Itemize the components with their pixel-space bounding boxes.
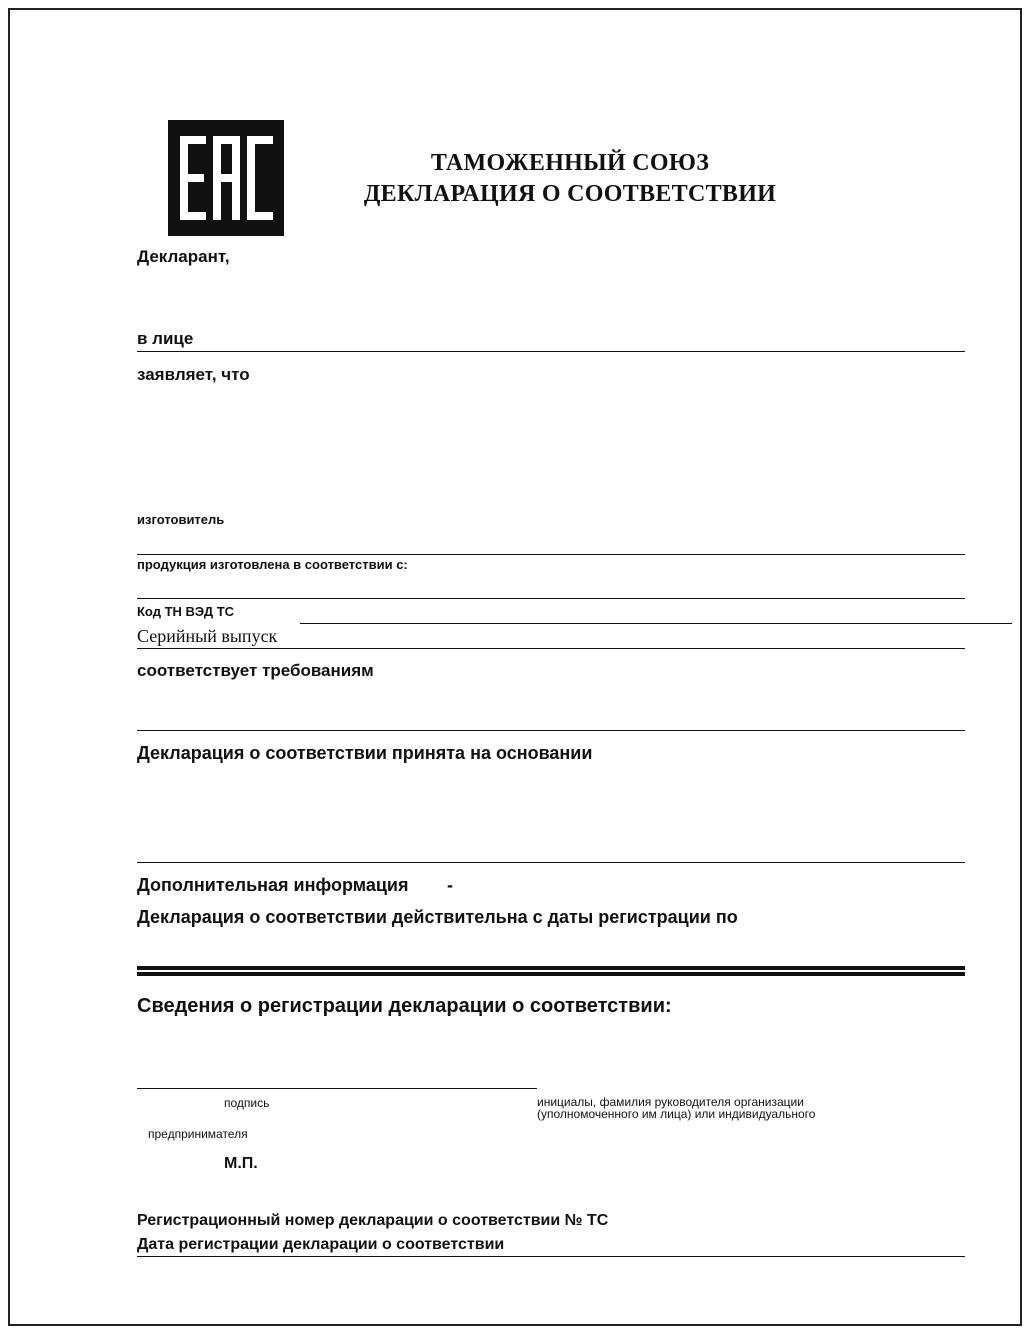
serial-line	[137, 648, 965, 649]
title-union: ТАМОЖЕННЫЙ СОЮЗ	[430, 150, 710, 176]
signature-label: подпись	[224, 1096, 270, 1110]
entrepreneur-label: предпринимателя	[148, 1127, 248, 1141]
reg-date-line	[137, 1256, 965, 1257]
requirements-line	[137, 730, 965, 731]
stamp-label: М.П.	[224, 1155, 258, 1172]
valid-until-label: Декларация о соответствии действительна с даты регистрации по	[137, 907, 738, 927]
declares-label: заявляет, что	[137, 365, 250, 384]
produced-per-label: продукция изготовлена в соответствии с:	[137, 557, 408, 572]
eac-mark-icon	[168, 120, 284, 236]
reg-number-label: Регистрационный номер декларации о соответствии № ТС	[137, 1212, 609, 1229]
eac-logo	[168, 120, 284, 236]
initials-caption-line1: инициалы, фамилия руководителя организации	[537, 1095, 804, 1109]
separator-thick-2	[137, 972, 965, 976]
additional-info-value: -	[447, 875, 453, 895]
basis-line	[137, 862, 965, 863]
separator-thick-1	[137, 966, 965, 970]
produced-per-line	[137, 598, 965, 599]
manufacturer-label: изготовитель	[137, 512, 225, 527]
registration-heading: Сведения о регистрации декларации о соответствии:	[137, 995, 672, 1017]
declarant-label: Декларант,	[137, 247, 230, 266]
signature-line	[137, 1088, 537, 1089]
manufacturer-line	[137, 554, 965, 555]
title-declaration: ДЕКЛАРАЦИЯ О СООТВЕТСТВИИ	[363, 181, 777, 207]
tn-ved-line	[300, 623, 1012, 624]
reg-date-label: Дата регистрации декларации о соответствии	[137, 1236, 505, 1253]
initials-caption	[537, 1096, 815, 1120]
requirements-label: соответствует требованиям	[137, 661, 374, 680]
additional-info-label: Дополнительная информация	[137, 875, 409, 895]
serial-label: Серийный выпуск	[137, 626, 278, 646]
basis-label: Декларация о соответствии принята на основании	[137, 743, 593, 763]
initials-caption-line2: (уполномоченного им лица) или индивидуального	[537, 1107, 816, 1121]
in-person-label: в лице	[137, 329, 194, 348]
tn-ved-label: Код ТН ВЭД ТС	[137, 604, 235, 619]
in-person-line	[137, 351, 965, 352]
